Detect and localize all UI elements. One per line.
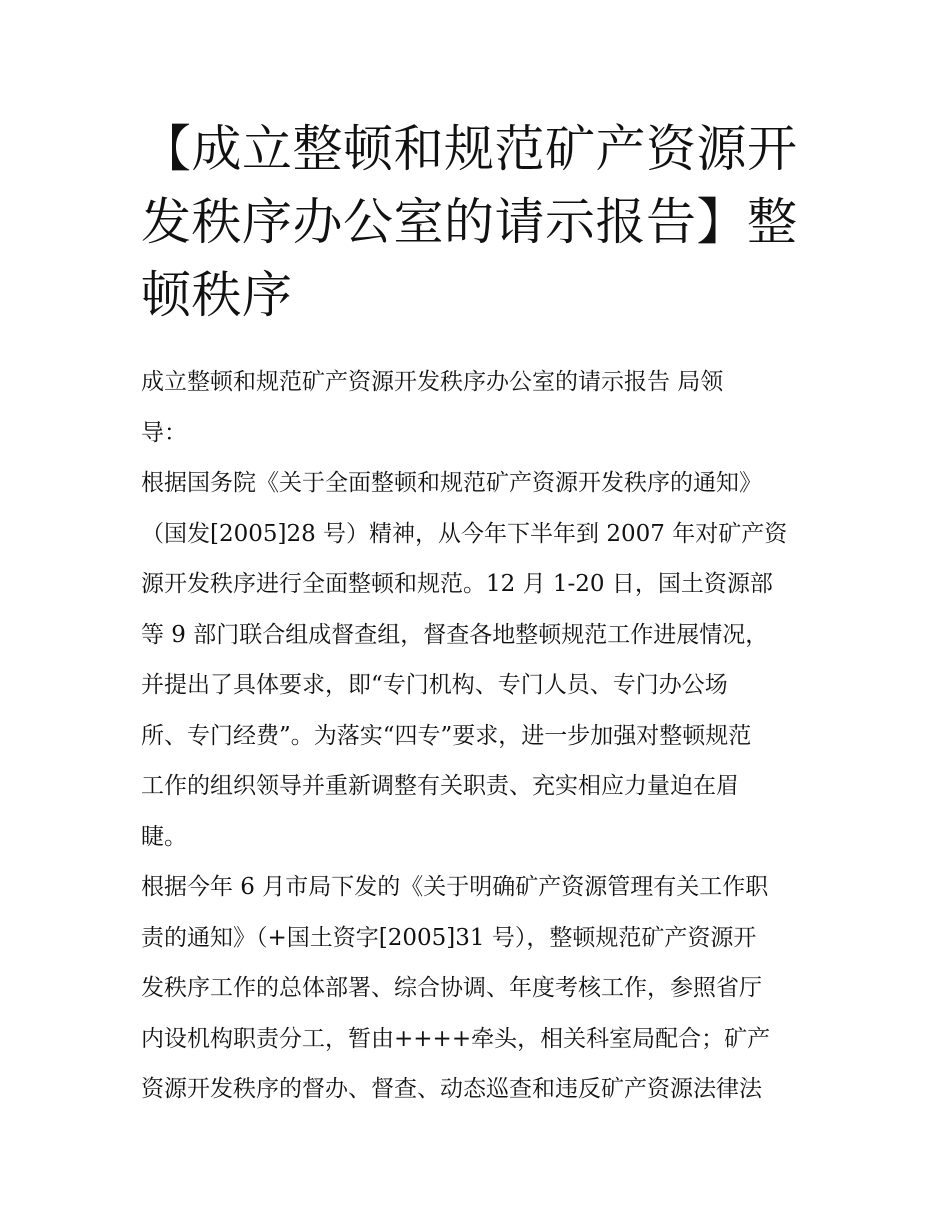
body-line: 根据今年 6 月市局下发的《关于明确矿产资源管理有关工作职 [141, 874, 769, 900]
body-line: 导： [141, 419, 187, 446]
body-line: 并提出了具体要求，即“专门机构、专门人员、专门办公场 [141, 672, 728, 698]
body-line: （国发[2005]28 号）精神，从今年下半年到 2007 年对矿产资 [141, 520, 788, 547]
body-line: 责的通知》（+国土资字[2005]31 号），整顿规范矿产资源开 [141, 924, 757, 951]
body-line: 工作的组织领导并重新调整有关职责、充实相应力量迫在眉 [141, 773, 739, 799]
document-title [141, 113, 821, 332]
body-line: 发秩序工作的总体部署、综合协调、年度考核工作，参照省厅 [141, 975, 762, 1001]
document-body [141, 357, 821, 1115]
body-line: 睫。 [141, 823, 187, 850]
body-line: 等 9 部门联合组成督查组，督查各地整顿规范工作进展情况， [141, 621, 769, 648]
body-line: 所、专门经费”。为落实“四专”要求，进一步加强对整顿规范 [141, 722, 752, 749]
body-line: 资源开发秩序的督办、督查、动态巡查和违反矿产资源法律法 [141, 1076, 762, 1102]
body-line: 内设机构职责分工，暂由++++牵头，相关科室局配合；矿产 [141, 1025, 771, 1052]
body-line: 成立整顿和规范矿产资源开发秩序办公室的请示报告 局领 [141, 369, 724, 395]
title-line: 发秩序办公室的请示报告】整 [141, 193, 798, 251]
title-line: 顿秩序 [141, 266, 293, 324]
body-line: 源开发秩序进行全面整顿和规范。12 月 1-20 日，国土资源部 [141, 571, 773, 597]
title-line: 【成立整顿和规范矿产资源开 [141, 120, 798, 178]
body-line: 根据国务院《关于全面整顿和规范矿产资源开发秩序的通知》 [141, 470, 762, 496]
